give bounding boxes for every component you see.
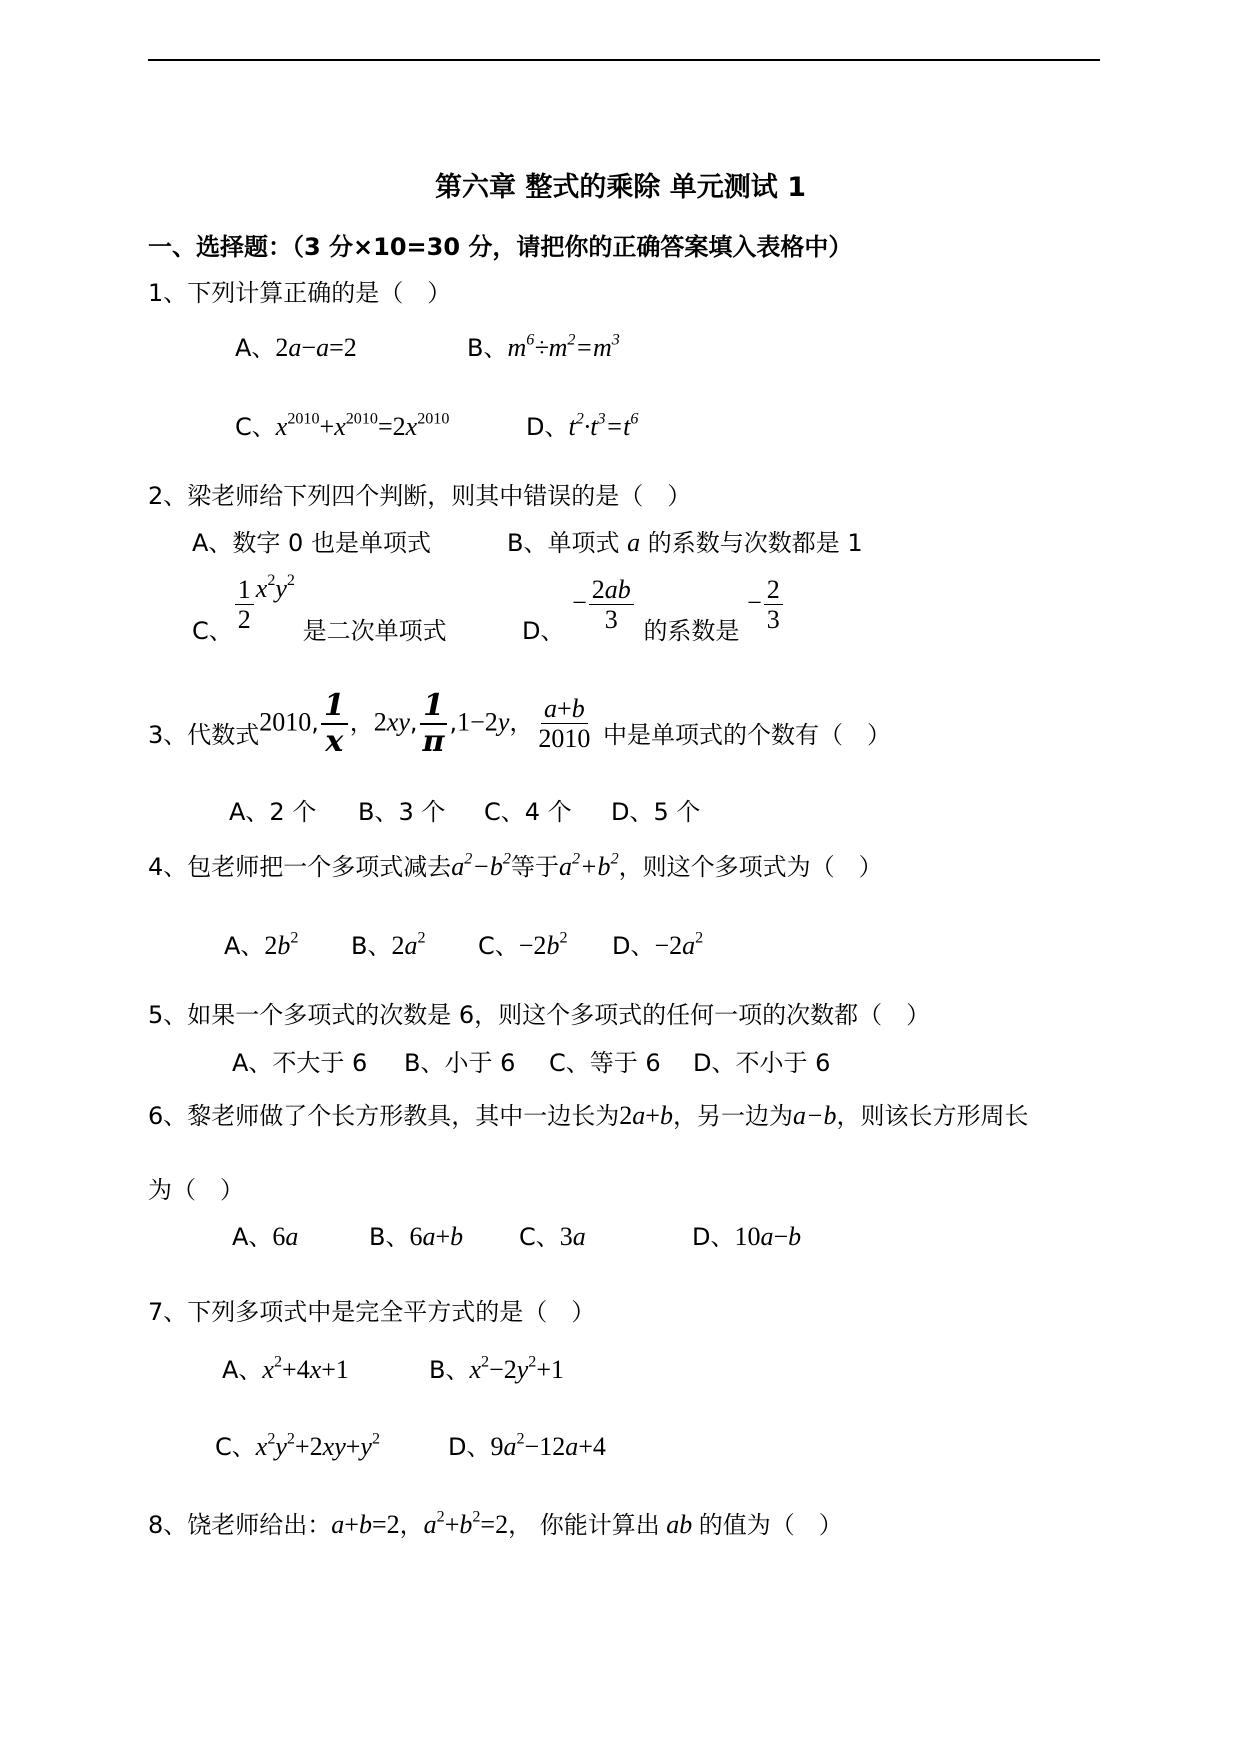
question-6-stem <box>148 1101 1029 1131</box>
q7-option-b-formula: $x^2-2y^2+1$ <box>469 1353 565 1384</box>
q4-option-d <box>612 931 703 961</box>
q4-expr-2: $a^2+b^2$ <box>558 850 619 881</box>
q8-stem-part4: 的值为（ ） <box>698 1511 843 1539</box>
q6-option-d-label: D、 <box>692 1223 735 1251</box>
q2-option-d-formula: − $\frac{2ab}{3}$ <box>572 588 636 617</box>
q7-option-a <box>222 1355 349 1385</box>
q6-option-d-formula: 10a−b <box>734 1222 802 1251</box>
page-title: 第六章 整式的乘除 单元测试 1 <box>435 172 806 203</box>
q6-expr-2: a−b <box>792 1101 837 1130</box>
q6-stem-part3: ，则该长方形周长 <box>836 1102 1029 1130</box>
q7-option-a-formula: $x^2+4x+1$ <box>262 1353 349 1384</box>
q6-option-c <box>519 1222 586 1252</box>
q4-option-a <box>224 931 298 961</box>
q1-option-c <box>235 412 449 442</box>
q4-option-b-label: B、 <box>351 932 392 960</box>
question-5-stem: 5、如果一个多项式的次数是 6，则这个多项式的任何一项的次数都（ ） <box>148 1001 931 1029</box>
q7-option-d-label: D、 <box>448 1433 491 1461</box>
q1-option-c-label: C、 <box>235 413 276 441</box>
q7-option-c <box>215 1432 380 1462</box>
q1-option-d <box>526 412 638 442</box>
q3-option-c: C、4 个 <box>484 798 572 826</box>
q3-option-b: B、3 个 <box>358 798 446 826</box>
question-1-stem: 1、下列计算正确的是（ ） <box>148 279 452 307</box>
q2-option-b <box>507 528 863 558</box>
q5-option-d: D、不小于 6 <box>693 1049 831 1077</box>
q7-option-d <box>448 1432 606 1462</box>
q1-option-b-label: B、 <box>467 334 508 362</box>
q8-expr-2: $a^2+b^2=2$ <box>423 1508 509 1539</box>
q2-option-d-tail: 的系数是 <box>643 616 740 645</box>
q5-option-b: B、小于 6 <box>404 1049 516 1077</box>
q2-option-c <box>192 572 447 645</box>
q8-expr-3: ab <box>659 1510 699 1539</box>
q1-option-b-formula: $m^6\div m^2=m^3$ <box>507 331 620 362</box>
section-heading: 一、选择题：（3 分×10=30 分，请把你的正确答案填入表格中） <box>148 233 853 261</box>
q7-option-b-label: B、 <box>429 1356 470 1384</box>
q4-option-a-label: A、 <box>224 932 265 960</box>
q1-option-a-formula: 2a−a=2 <box>275 333 357 362</box>
q4-option-c-formula: $-2b^2$ <box>518 929 568 960</box>
q6-expr-1: 2a+b <box>619 1101 673 1130</box>
question-8-stem <box>148 1510 843 1540</box>
question-6-stem-cont: 为（ ） <box>148 1176 244 1204</box>
q6-option-b-formula: 6a+b <box>409 1222 464 1251</box>
q6-option-d <box>692 1222 801 1252</box>
q2-option-d-label: D、 <box>522 616 565 645</box>
q6-option-c-formula: 3a <box>559 1222 586 1251</box>
q4-stem-part1: 4、包老师把一个多项式减去 <box>148 853 452 881</box>
q8-stem-part3: ， 你能计算出 <box>508 1511 660 1539</box>
q7-option-c-formula: $x^2y^2+2xy+y^2$ <box>255 1430 381 1461</box>
q6-option-c-label: C、 <box>519 1223 560 1251</box>
q2-option-a: A、数字 0 也是单项式 <box>192 529 431 557</box>
q4-expr-1: $a^2-b^2$ <box>451 850 511 881</box>
q4-option-c <box>478 931 568 961</box>
q6-stem-part2: ，另一边为 <box>672 1102 793 1130</box>
q4-stem-part3: ，则这个多项式为（ ） <box>618 853 883 881</box>
q3-expr-2010: 2010 <box>259 707 312 737</box>
q4-option-b-formula: $2a^2$ <box>391 929 426 960</box>
q3-suffix: 中是单项式的个数有（ ） <box>603 720 891 749</box>
question-7-stem: 7、下列多项式中是完全平方式的是（ ） <box>148 1298 596 1326</box>
q1-option-b <box>467 333 620 363</box>
q3-expr-1-over-x: $\frac{1}{x}$ <box>321 690 348 757</box>
question-2-stem: 2、梁老师给下列四个判断，则其中错误的是（ ） <box>148 482 692 510</box>
q3-option-d: D、5 个 <box>611 798 701 826</box>
q3-prefix: 3、代数式 <box>148 720 260 749</box>
q5-option-a: A、不大于 6 <box>232 1049 368 1077</box>
q7-option-c-label: C、 <box>215 1433 256 1461</box>
q3-expr-1-over-pi: $\frac{1}{\pi}$ <box>420 690 448 757</box>
q1-option-a-label: A、 <box>235 334 276 362</box>
q3-expr-frac: $\frac{a+b}{2010}$ <box>538 693 591 753</box>
q1-option-d-formula: $t^2\cdot t^3=t^6$ <box>568 410 639 441</box>
q6-option-a-label: A、 <box>232 1223 273 1251</box>
q2-option-c-label: C、 <box>192 616 233 645</box>
header-rule <box>148 59 1100 61</box>
q5-option-c: C、等于 6 <box>549 1049 661 1077</box>
q4-option-d-label: D、 <box>612 932 655 960</box>
q4-option-d-formula: $-2a^2$ <box>654 929 704 960</box>
q6-option-b-label: B、 <box>369 1223 410 1251</box>
q8-expr-1: a+b=2 <box>331 1510 400 1539</box>
q2-option-b-tail: 的系数与次数都是 1 <box>647 529 863 557</box>
q3-option-a: A、2 个 <box>229 798 317 826</box>
q4-stem-part2: 等于 <box>510 853 559 881</box>
q2-option-c-formula: $\frac{1}{2}$ $x^2y^2$ <box>233 588 295 617</box>
q4-option-a-formula: $2b^2$ <box>264 929 299 960</box>
q3-expr-1-2y: 1−2y <box>457 707 510 737</box>
q1-option-c-formula: $x^{2010}+x^{2010}=2x^{2010}$ <box>275 410 450 441</box>
q4-option-b <box>351 931 426 961</box>
q8-stem-part1: 8、饶老师给出： <box>148 1511 332 1539</box>
q6-stem-part1: 6、黎老师做了个长方形教具，其中一边长为 <box>148 1102 620 1130</box>
q1-option-d-label: D、 <box>526 413 569 441</box>
q8-stem-part2: ， <box>399 1511 424 1539</box>
q6-option-a <box>232 1222 298 1252</box>
q2-option-d <box>522 575 785 645</box>
q6-option-b <box>369 1222 463 1252</box>
q7-option-d-formula: $9a^2-12a+4$ <box>490 1430 606 1461</box>
question-3-stem: 3、代数式2010, $\frac{1}{x}$ ，2xy, $\frac{1}{\pi}$ ,1−2y， $\frac{a+b}{2010}$ 中是单项式的个数有（ ） <box>148 688 891 759</box>
q2-option-b-formula: a <box>627 528 641 557</box>
q6-option-a-formula: 6a <box>272 1222 299 1251</box>
q3-expr-2xy: 2xy <box>373 707 410 737</box>
q2-option-d-value: − $\frac{2}{3}$ <box>747 588 785 617</box>
question-4-stem <box>148 852 883 882</box>
q2-option-c-tail: 是二次单项式 <box>302 616 447 645</box>
q2-option-b-label: B、单项式 <box>507 529 620 557</box>
q4-option-c-label: C、 <box>478 932 519 960</box>
q7-option-a-label: A、 <box>222 1356 263 1384</box>
q1-option-a <box>235 333 357 363</box>
q7-option-b <box>429 1355 564 1385</box>
